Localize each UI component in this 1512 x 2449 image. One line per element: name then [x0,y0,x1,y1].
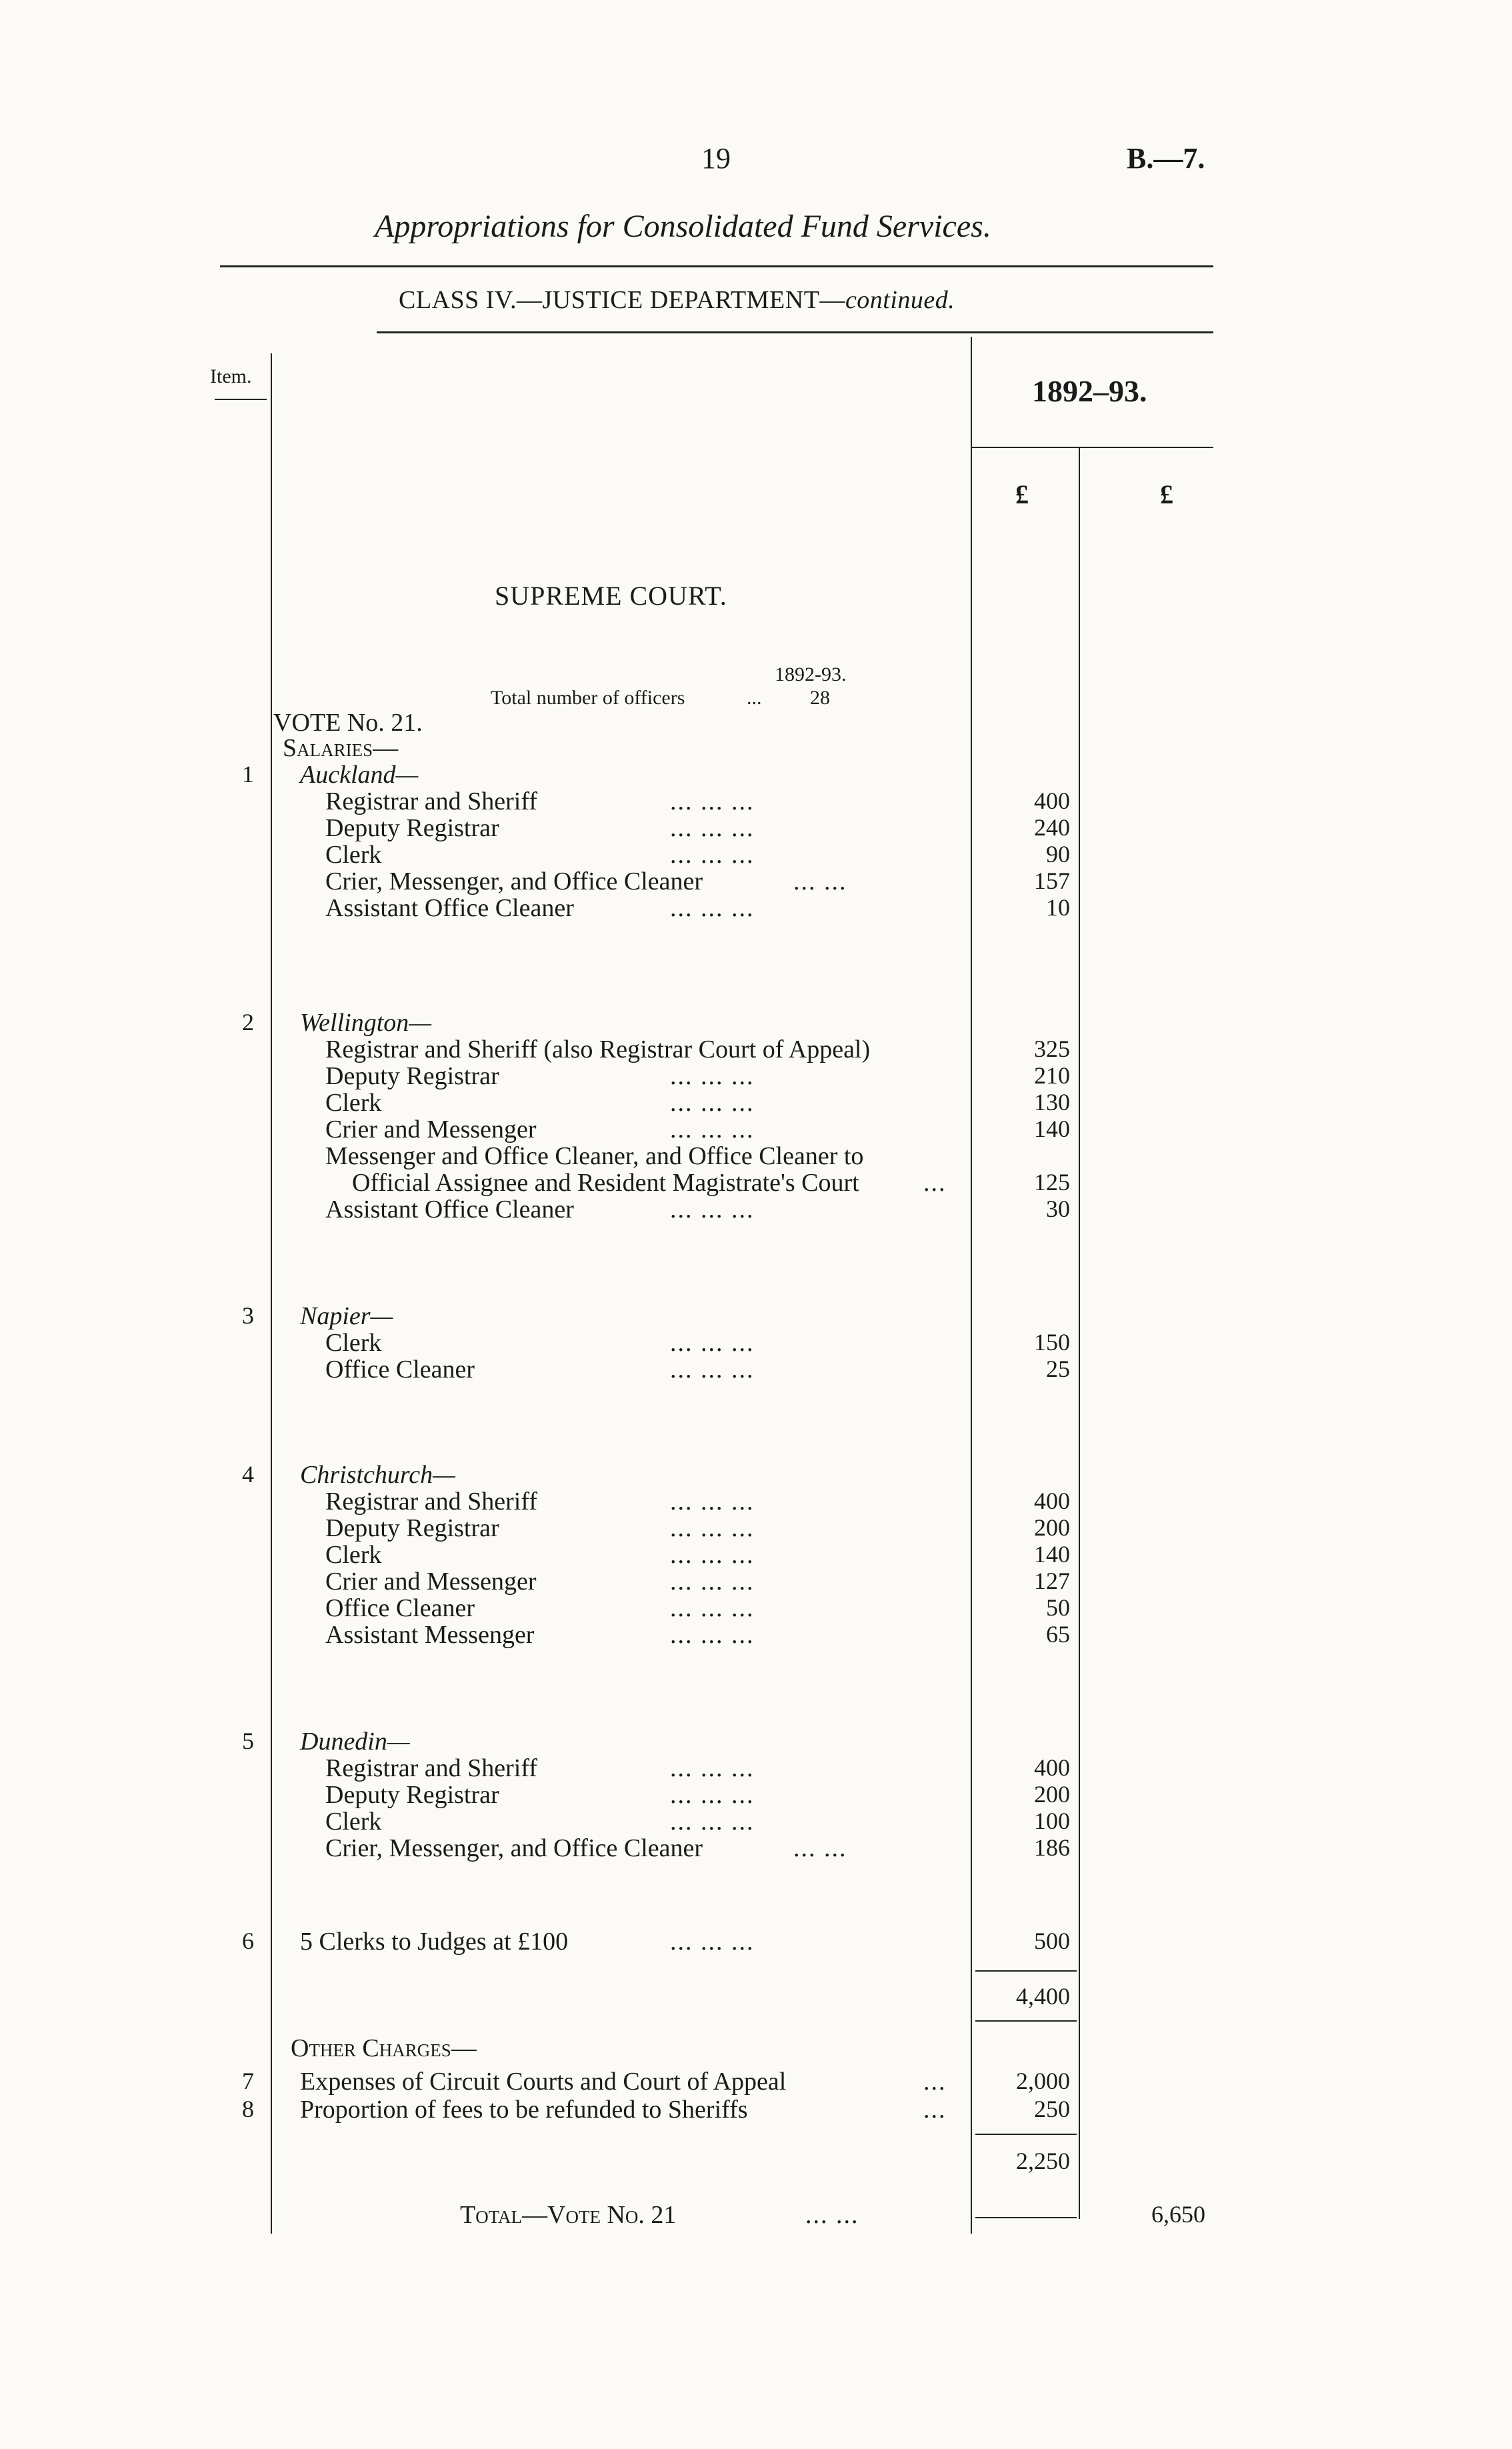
leader-dots: ... ... ... [670,841,755,869]
line-amount: 30 [1046,1195,1070,1222]
line-amount: 10 [1046,894,1070,921]
class-heading [399,285,955,315]
line-label: Proportion of fees to be refunded to Sheriffs [300,2096,748,2124]
line-label: Deputy Registrar [325,1781,499,1809]
line-label: Registrar and Sheriff [325,787,537,815]
item-number: 2 [242,1009,254,1035]
line-amount: 150 [1034,1329,1070,1356]
line-amount: 25 [1046,1356,1070,1382]
line-label: Clerk [325,1329,382,1357]
total-rule [975,2217,1077,2218]
leader-dots: ... ... ... [670,1488,755,1516]
item-header-underline [215,399,267,400]
line-amount: 90 [1046,841,1070,867]
item-number: 3 [242,1302,254,1329]
leader-dots: ... ... [793,867,847,895]
line-label: Deputy Registrar [325,1062,499,1090]
line-label: Assistant Office Cleaner [325,1195,574,1223]
item-number: 8 [242,2096,254,2122]
line-label: Assistant Messenger [325,1621,535,1649]
leader-dots: ... ... ... [670,1928,755,1956]
line-label: Office Cleaner [325,1356,475,1384]
group-name: Napier— [300,1302,393,1330]
group-name: Dunedin— [300,1728,410,1756]
leader-dots: ... ... ... [670,787,755,815]
line-amount: 200 [1034,1781,1070,1808]
leader-dots: ... ... ... [670,1514,755,1542]
line-amount: 157 [1034,867,1070,894]
leader-dots: ... ... ... [670,1621,755,1649]
line-amount: 325 [1034,1035,1070,1062]
line-amount: 140 [1034,1115,1070,1142]
header-rule-top [220,265,1213,267]
line-label: Clerk [325,1541,382,1569]
item-number: 6 [242,1928,254,1954]
line-amount: 400 [1034,1754,1070,1781]
line-amount: 250 [1034,2096,1070,2122]
pound-symbol-2: £ [1160,479,1173,509]
line-label: Deputy Registrar [325,1514,499,1542]
line-amount: 130 [1034,1089,1070,1115]
item-number: 7 [242,2068,254,2094]
other-charges-heading: Other Charges— [291,2034,477,2062]
officers-year: 1892-93. [775,663,847,685]
line-label: Assistant Office Cleaner [325,894,574,922]
page-subtitle: Appropriations for Consolidated Fund Services. [375,209,991,244]
line-amount: 400 [1034,1488,1070,1514]
line-amount: 500 [1034,1928,1070,1954]
line-label: Crier, Messenger, and Office Cleaner [325,1834,703,1862]
line-amount: 2,000 [1016,2068,1070,2094]
leader-dots: ... ... ... [670,1329,755,1357]
line-amount: 65 [1046,1621,1070,1648]
line-label: Messenger and Office Cleaner, and Office Cleaner to [325,1142,864,1170]
page-number: 19 [701,142,731,175]
line-amount: 125 [1034,1169,1070,1195]
leader-dots: ... ... ... [670,1568,755,1596]
line-amount: 50 [1046,1594,1070,1621]
line-amount: 200 [1034,1514,1070,1541]
leader-dots: ... ... ... [670,1781,755,1809]
item-column-divider [271,353,272,2234]
officers-dots: ... [747,687,762,709]
year-header-underline [971,447,1213,448]
line-label: Registrar and Sheriff [325,1488,537,1516]
officers-label: Total number of officers [491,687,685,709]
group-name: Wellington— [300,1009,432,1037]
line-amount: 127 [1034,1568,1070,1594]
section-title: SUPREME COURT. [495,581,727,611]
leader-dots: ... ... [793,1834,847,1862]
group-name: Auckland— [300,761,419,789]
leader-dots: ... ... ... [670,1356,755,1384]
line-label: Crier and Messenger [325,1568,537,1596]
line-label: Clerk [325,1089,382,1117]
item-number: 4 [242,1461,254,1488]
line-label: Official Assignee and Resident Magistrate's Court [352,1169,859,1197]
leader-dots: ... ... ... [670,1594,755,1622]
line-label: 5 Clerks to Judges at £100 [300,1928,569,1956]
item-column-header: Item. [210,365,252,387]
salaries-heading: Salaries— [283,734,399,762]
subtotal-rule [975,2134,1077,2135]
leader-dots: ... ... ... [670,1062,755,1090]
subtotal-rule [975,1970,1077,1972]
line-label: Crier and Messenger [325,1115,537,1143]
line-amount: 240 [1034,814,1070,841]
leader-dots: ... ... ... [670,1089,755,1117]
line-label: Registrar and Sheriff (also Registrar Court of Appeal) [325,1035,871,1063]
line-amount: 186 [1034,1834,1070,1861]
group-name: Christchurch— [300,1461,455,1489]
officers-count: 28 [810,687,830,709]
line-label: Clerk [325,841,382,869]
leader-dots: ... [923,1169,947,1197]
pound-symbol-1: £ [1015,479,1029,509]
year-column-header: 1892–93. [1032,374,1147,408]
leader-dots: ... [923,2096,947,2124]
class-heading-text: CLASS IV.—JUSTICE DEPARTMENT— [399,286,845,314]
leader-dots: ... ... ... [670,1115,755,1143]
document-reference: B.—7. [1127,142,1205,175]
line-label: Clerk [325,1808,382,1836]
vote-number: VOTE No. 21. [273,709,423,737]
line-label: Crier, Messenger, and Office Cleaner [325,867,703,895]
leader-dots: ... ... ... [670,1808,755,1836]
item-number: 5 [242,1728,254,1754]
vote-total: 6,650 [1151,2201,1205,2228]
leader-dots: ... ... ... [670,1195,755,1223]
line-amount: 100 [1034,1808,1070,1834]
inner-amount-divider [1079,448,1080,2219]
line-label: Expenses of Circuit Courts and Court of Appeal [300,2068,787,2096]
subtotal-rule-bottom [975,2020,1077,2022]
line-label: Office Cleaner [325,1594,475,1622]
leader-dots: ... ... ... [670,1754,755,1782]
line-amount: 400 [1034,787,1070,814]
leader-dots: ... ... ... [670,894,755,922]
leader-dots: ... [923,2068,947,2096]
other-charges-subtotal: 2,250 [1016,2148,1070,2174]
line-amount: 140 [1034,1541,1070,1568]
line-label: Deputy Registrar [325,814,499,842]
header-rule-bottom [377,331,1213,333]
leader-dots: ... ... [805,2201,859,2229]
total-label: Total—Vote No. 21 [460,2201,677,2229]
leader-dots: ... ... ... [670,1541,755,1569]
salaries-subtotal: 4,400 [1016,1983,1070,2010]
leader-dots: ... ... ... [670,814,755,842]
item-number: 1 [242,761,254,787]
line-label: Registrar and Sheriff [325,1754,537,1782]
line-amount: 210 [1034,1062,1070,1089]
class-heading-continued: continued. [845,286,955,314]
